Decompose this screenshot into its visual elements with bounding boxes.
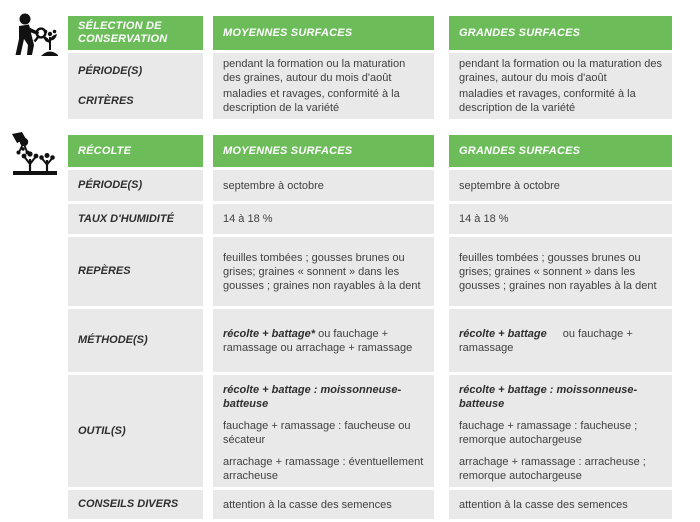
recolte-row-outils: [68, 375, 672, 487]
outils-moyennes: [213, 375, 434, 487]
conservation-col-header-grandes: GRANDES SURFACES: [449, 16, 672, 50]
conservation-cell-grandes: [449, 53, 672, 119]
methode-moyennes-rest: ou fauchage + ramassage ou arrachage + ramassage: [223, 327, 413, 354]
taux-grandes: 14 à 18 %: [449, 204, 672, 234]
conservation-criteres-moyennes: maladies et ravages, conformité à la description de la variété: [223, 88, 400, 114]
outils-grandes: [449, 375, 672, 487]
reperes-grandes-text: feuilles tombées ; gousses brunes ou grises; graines « sonnent » dans les gousses ; graines non rayables à la dent: [459, 251, 657, 292]
conseils-moyennes: attention à la casse des semences: [213, 490, 434, 519]
outils-moyennes-battage: récolte + battage : moissonneuse-batteuse: [223, 384, 402, 410]
recolte-row-reperes: [68, 237, 672, 306]
row-label-conseils-divers: CONSEILS DIVERS: [68, 490, 203, 519]
outils-grandes-fauchage: fauchage + ramassage : faucheuse ; remorque autochargeuse: [459, 420, 638, 446]
recolte-row-methode: [68, 309, 672, 372]
hand-harvest-plants-icon: [10, 131, 60, 177]
methode-grandes-text: [459, 327, 664, 355]
outils-moyennes-arrachage: arrachage + ramassage : éventuellement arracheuse: [223, 456, 424, 482]
recolte-row-conseils: [68, 490, 672, 519]
row-label-outils: OUTIL(S): [68, 375, 203, 487]
row-label-criteres: CRITÈRES: [78, 94, 134, 107]
reperes-moyennes-text: feuilles tombées ; gousses brunes ou grises; graines « sonnent » dans les gousses ; graines non rayables à la dent: [223, 251, 421, 292]
recolte-row-periode: [68, 170, 672, 201]
conservation-section-header: SÉLECTION DE CONSERVATION: [68, 16, 203, 50]
outils-grandes-battage: récolte + battage : moissonneuse-batteuse: [459, 384, 638, 410]
methode-moyennes: [213, 309, 434, 372]
row-label-taux-humidite: TAUX D'HUMIDITÉ: [68, 204, 203, 234]
conservation-row-labels: [68, 53, 203, 119]
recolte-col-header-grandes: GRANDES SURFACES: [449, 135, 672, 167]
outils-grandes-arrachage: arrachage + ramassage : arracheuse ; remorque autochargeuse: [459, 456, 646, 482]
row-label-periode: PÉRIODE(S): [78, 64, 143, 77]
table-content: [68, 16, 672, 522]
conservation-periode-moyennes: pendant la formation ou la maturation des graines, autour du mois d'août: [223, 58, 406, 84]
row-label-reperes: REPÈRES: [68, 237, 203, 306]
periode-moyennes: septembre à octobre: [213, 170, 434, 201]
periode-grandes: septembre à octobre: [449, 170, 672, 201]
taux-moyennes: 14 à 18 %: [213, 204, 434, 234]
conservation-criteres-grandes: maladies et ravages, conformité à la description de la variété: [459, 88, 636, 114]
recolte-header-row: [68, 135, 672, 167]
methode-grandes-rest: ou fauchage + ramassage: [459, 327, 633, 354]
conservation-body-row: [68, 53, 672, 119]
recolte-section-header: RÉCOLTE: [68, 135, 203, 167]
reperes-moyennes: [213, 237, 434, 306]
row-label-periode: PÉRIODE(S): [68, 170, 203, 201]
methode-grandes-bold: récolte + battage: [459, 327, 547, 340]
conservation-cell-moyennes: [213, 53, 434, 119]
recolte-col-header-moyennes: MOYENNES SURFACES: [213, 135, 434, 167]
methode-moyennes-text: [223, 327, 426, 355]
row-label-methode: MÉTHODE(S): [68, 309, 203, 372]
outils-moyennes-fauchage: fauchage + ramassage : faucheuse ou sécateur: [223, 420, 411, 446]
conservation-periode-grandes: pendant la formation ou la maturation des graines, autour du mois d'août: [459, 58, 663, 84]
reperes-grandes: [449, 237, 672, 306]
conseils-grandes: attention à la casse des semences: [449, 490, 672, 519]
person-magnifier-plant-icon: [10, 12, 58, 58]
conservation-header-row: [68, 16, 672, 50]
methode-moyennes-bold: récolte + battage*: [223, 327, 316, 340]
methode-grandes: [449, 309, 672, 372]
conservation-col-header-moyennes: MOYENNES SURFACES: [213, 16, 434, 50]
recolte-row-taux: [68, 204, 672, 234]
